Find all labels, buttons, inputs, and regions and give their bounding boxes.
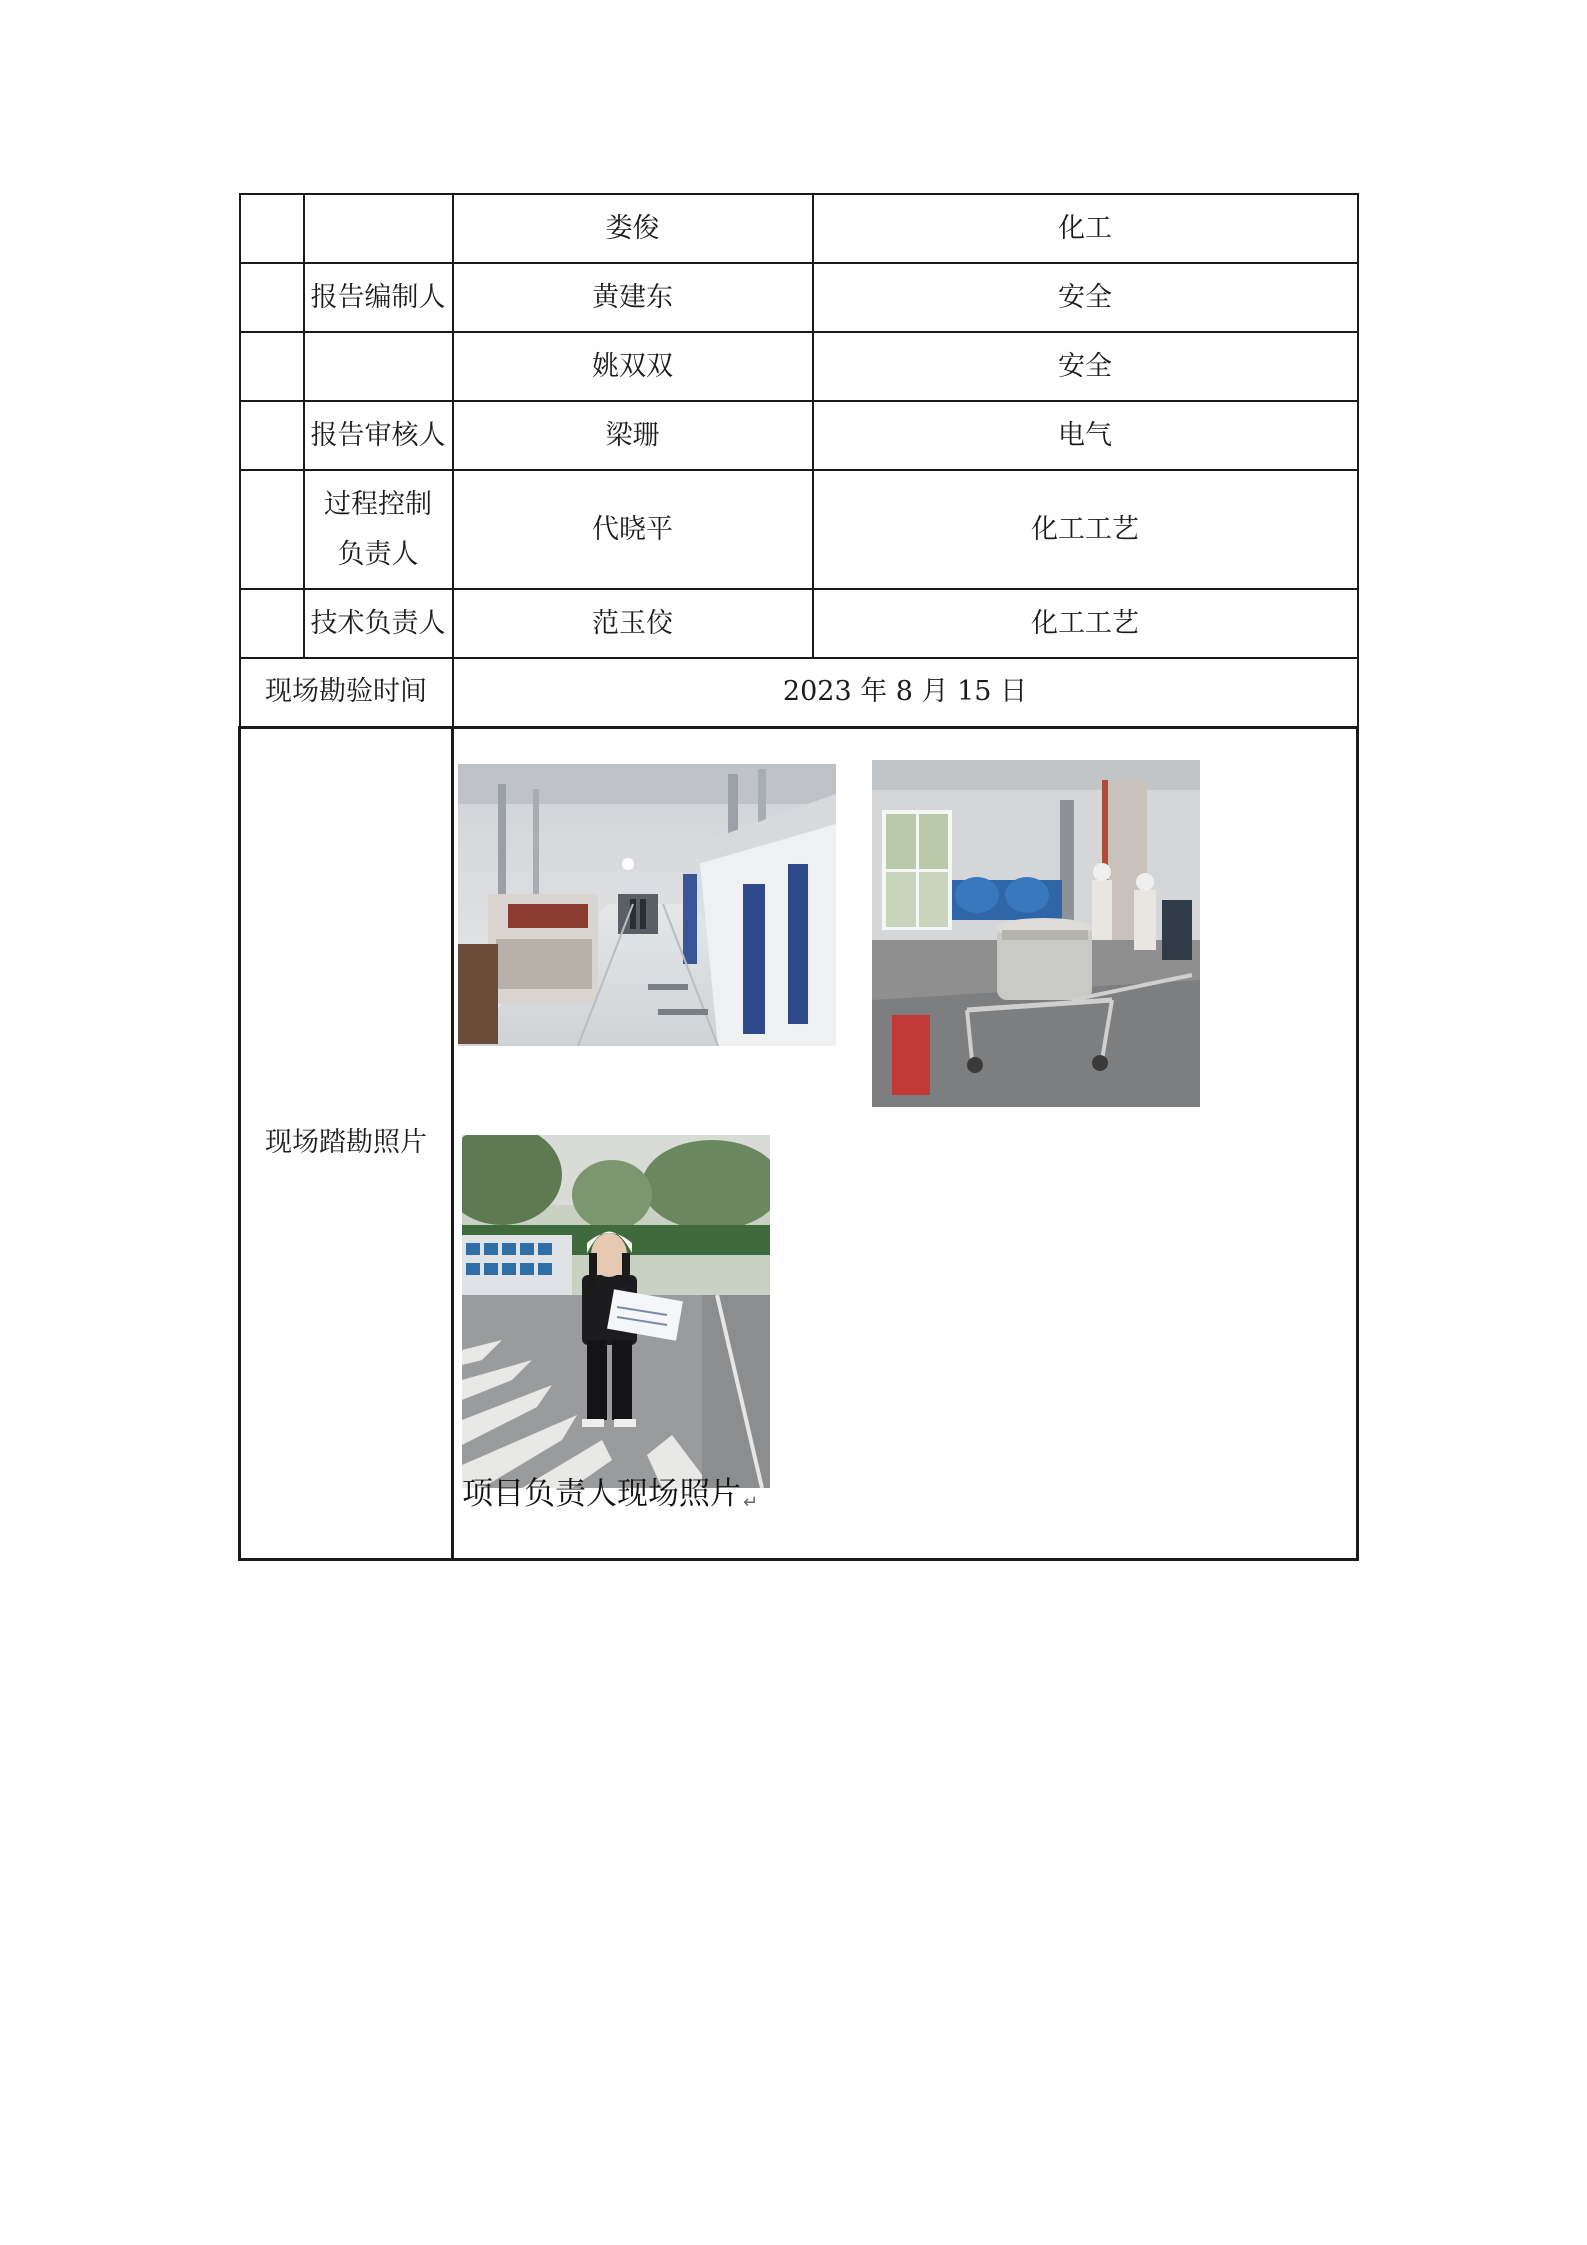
blank-cell: [240, 470, 304, 589]
role-cell: 报告审核人: [304, 401, 453, 470]
personnel-table: [238, 193, 1359, 1561]
name-cell: 范玉佼: [453, 589, 813, 658]
blank-cell: [240, 589, 304, 658]
table-row: [240, 263, 1358, 332]
specialty-cell: 安全: [813, 263, 1358, 332]
workshop-cart-image: [872, 760, 1200, 1107]
specialty-cell: 电气: [813, 401, 1358, 470]
name-cell: 代晓平: [453, 470, 813, 589]
workshop-cart-photo: [872, 760, 1200, 1107]
factory-line-image: [458, 764, 836, 1046]
name-cell: 梁珊: [453, 401, 813, 470]
specialty-cell: 化工: [813, 194, 1358, 263]
photos-cell: [453, 727, 1358, 1559]
name-cell: 姚双双: [453, 332, 813, 401]
role-cell: [304, 470, 453, 589]
table-row: [240, 401, 1358, 470]
project-leader-photo: [462, 1135, 770, 1488]
table-row: [240, 727, 1358, 1559]
table-row: [240, 332, 1358, 401]
blank-cell: [240, 263, 304, 332]
photo-area: [454, 729, 1356, 1557]
blank-cell: [240, 194, 304, 263]
photo-caption: [462, 1475, 758, 1522]
blank-cell: [240, 332, 304, 401]
role-cell: [304, 332, 453, 401]
photo-caption-text: 项目负责人现场照片: [462, 1475, 741, 1512]
project-leader-image: [462, 1135, 770, 1488]
photos-label: 现场踏勘照片: [240, 727, 453, 1559]
role-cell: 报告编制人: [304, 263, 453, 332]
table-row: [240, 658, 1358, 727]
survey-time-label: 现场勘验时间: [240, 658, 453, 727]
role-line-2: 负责人: [337, 538, 419, 570]
paragraph-mark: ↵: [743, 1491, 759, 1513]
specialty-cell: 化工工艺: [813, 589, 1358, 658]
table-row: [240, 589, 1358, 658]
specialty-cell: 安全: [813, 332, 1358, 401]
role-cell: 技术负责人: [304, 589, 453, 658]
factory-line-photo: [458, 764, 836, 1046]
role-cell: [304, 194, 453, 263]
table-row: [240, 470, 1358, 589]
name-cell: 黄建东: [453, 263, 813, 332]
table-row: [240, 194, 1358, 263]
blank-cell: [240, 401, 304, 470]
role-line-1: 过程控制: [324, 488, 432, 520]
specialty-cell: 化工工艺: [813, 470, 1358, 589]
name-cell: 娄俊: [453, 194, 813, 263]
survey-time-value: 2023 年 8 月 15 日: [453, 658, 1358, 727]
